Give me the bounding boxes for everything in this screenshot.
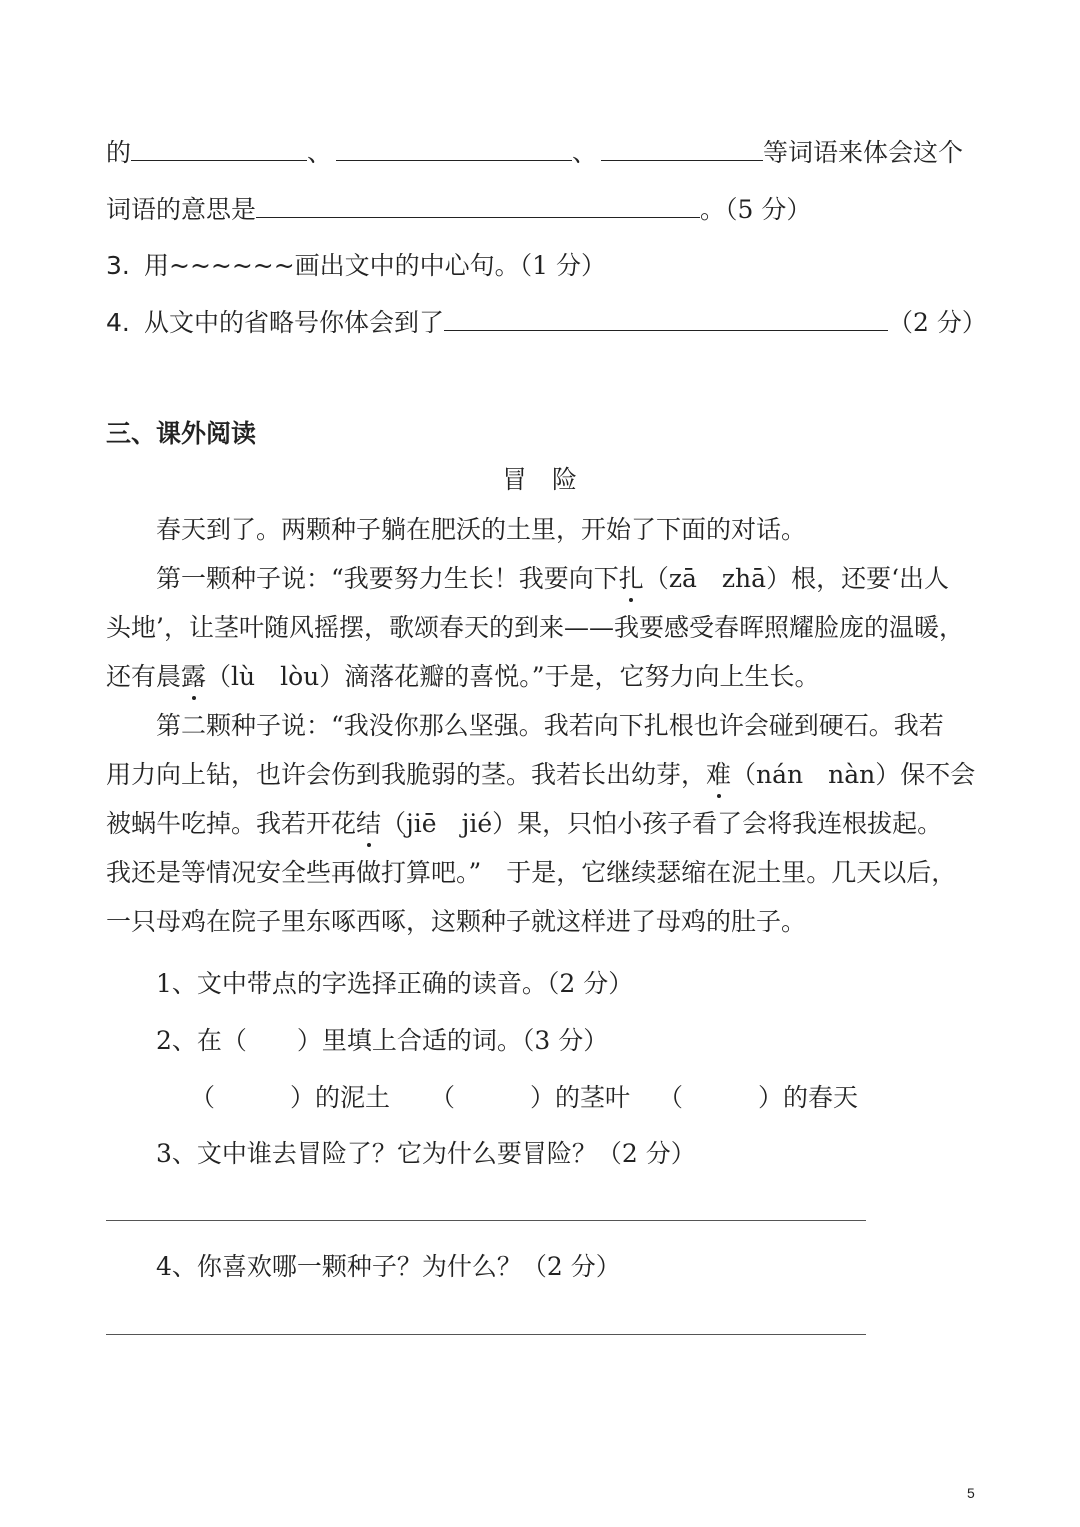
fill-line-1-start: 的 (106, 138, 132, 167)
question-4-text: 从文中的省略号你体会到了 (144, 308, 445, 337)
question-2: 2、在（ ）里填上合适的词。（3 分） (156, 1026, 609, 1055)
passage-text: （jiē jié）果，只怕小孩子看了会将我连根拔起。 (381, 809, 943, 838)
passage-paragraph-3-line-4: 我还是等情况安全些再做打算吧。” 于是，它继续瑟缩在泥土里。几天以后， (106, 858, 957, 887)
passage-paragraph-2-line-3 (106, 661, 820, 693)
passage-text: 被蜗牛吃掉。我若开花 (106, 809, 357, 838)
passage-paragraph-2-line-2: 头地’，让茎叶随风摇摆，歌颂春天的到来——我要感受春晖照耀脸庞的温暖， (106, 613, 964, 642)
passage-text: （nán nàn）保不会 (731, 760, 976, 789)
section-heading: 三、课外阅读 (106, 419, 257, 448)
passage-paragraph-2-line-1 (156, 563, 949, 595)
answer-line-question-3[interactable] (106, 1220, 866, 1221)
fill-line-2-start: 词语的意思是 (106, 195, 257, 224)
fill-line-2 (106, 193, 811, 226)
separator-2: 、 (572, 138, 598, 167)
passage-text: 还有晨 (106, 662, 182, 691)
question-4-score: （2 分） (888, 308, 987, 337)
passage-paragraph-3-line-2 (106, 759, 975, 791)
passage-text: （zā zhā）根，还要‘出人 (643, 564, 950, 593)
question-4: 4、你喜欢哪一颗种子？为什么？（2 分） (156, 1252, 621, 1281)
dotted-character-jie: 结 (356, 809, 382, 838)
answer-blank-3[interactable] (601, 136, 763, 161)
passage-text: 第一颗种子说：“我要努力生长！我要向下 (156, 564, 619, 593)
question-2-fill-1[interactable]: （ ）的泥土 (190, 1083, 391, 1112)
separator-1: 、 (307, 138, 333, 167)
passage-paragraph-3-line-3 (106, 808, 942, 840)
question-2-fill-2[interactable]: （ ）的茎叶 (430, 1083, 631, 1112)
question-4-top (106, 306, 987, 339)
question-3-number: 3. (106, 251, 130, 280)
passage-text: 用力向上钻，也许会伤到我脆弱的茎。我若长出幼芽， (106, 760, 707, 789)
answer-blank-meaning[interactable] (256, 193, 700, 218)
question-2-fill-3[interactable]: （ ）的春天 (658, 1083, 859, 1112)
passage-paragraph-3-line-5: 一只母鸡在院子里东啄西啄，这颗种子就这样进了母鸡的肚子。 (106, 907, 807, 936)
answer-blank-2[interactable] (336, 136, 572, 161)
dotted-character-zha: 扎 (618, 564, 644, 593)
dotted-character-lu: 露 (181, 662, 207, 691)
answer-blank-1[interactable] (131, 136, 307, 161)
page-number: 5 (967, 1485, 975, 1501)
passage-title: 冒 险 (502, 465, 578, 494)
fill-line-1 (106, 136, 963, 169)
answer-line-question-4[interactable] (106, 1334, 866, 1335)
question-3: 3、文中谁去冒险了？它为什么要冒险？（2 分） (156, 1139, 696, 1168)
fill-line-2-end: 。（5 分） (700, 195, 812, 224)
passage-paragraph-1: 春天到了。两颗种子躺在肥沃的土里，开始了下面的对话。 (156, 515, 807, 544)
dotted-character-nan: 难 (706, 760, 732, 789)
question-3-text: 用~~~~~~画出文中的中心句。（1 分） (144, 251, 607, 280)
question-1: 1、文中带点的字选择正确的读音。（2 分） (156, 969, 634, 998)
question-4-number: 4. (106, 308, 130, 337)
answer-blank-ellipsis[interactable] (444, 306, 888, 331)
question-3-top (106, 250, 606, 282)
passage-text: （lù lòu）滴落花瓣的喜悦。”于是，它努力向上生长。 (206, 662, 820, 691)
passage-paragraph-3-line-1: 第二颗种子说：“我没你那么坚强。我若向下扎根也许会碰到硬石。我若 (156, 711, 944, 740)
fill-line-1-end: 等词语来体会这个 (763, 138, 964, 167)
